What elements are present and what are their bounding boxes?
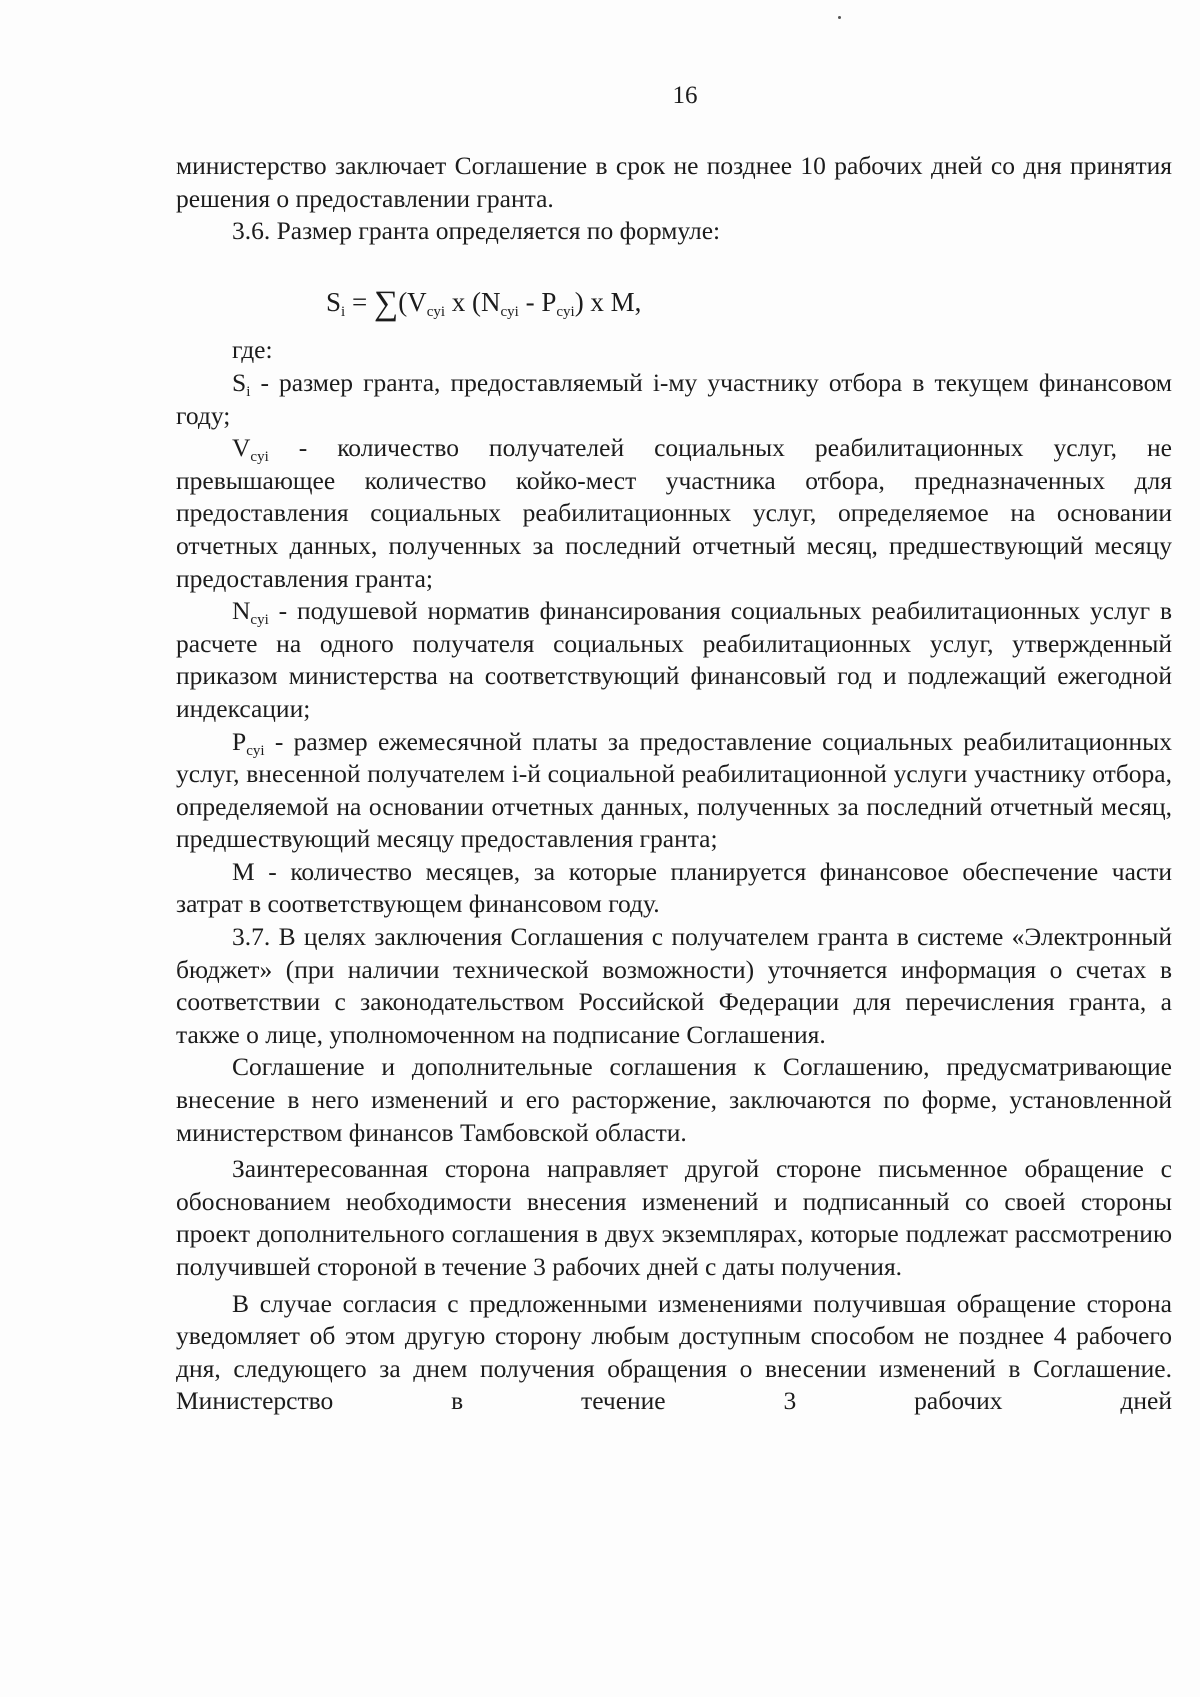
definition-v <box>176 432 1172 595</box>
def-p-symbol: P <box>232 726 247 756</box>
page-content <box>176 150 1172 1418</box>
grant-formula <box>176 286 1172 321</box>
scan-dot <box>838 16 841 19</box>
paragraph-3-6: 3.6. Размер гранта определяется по формуле: <box>232 216 721 246</box>
definition-p <box>176 726 1172 856</box>
sum-symbol: ∑ <box>373 284 399 322</box>
paragraph-agreement-form: Соглашение и дополнительные соглашения к Соглашению, предусматривающие внесение в него изменений и его расторжение, заключаются по форме, установленной министерством финансов Тамбовской области. <box>176 1052 1172 1147</box>
paragraph-consent: В случае согласия с предложенными изменениями получившая обращение сторона уведомляет об этом другую сторону любым доступным способом не позднее 4 рабочего дня, следующего за днем получения обращения о внесении изменений в Соглашение. Министерство в течение 3 рабочих дней <box>176 1288 1172 1416</box>
formula-v: (V <box>398 286 427 317</box>
def-s-symbol: S <box>232 367 247 397</box>
definition-n <box>176 595 1172 725</box>
formula-n: x (N <box>445 286 501 317</box>
formula-equals: = <box>345 286 374 317</box>
def-s-text: - размер гранта, предоставляемый i-му участнику отбора в текущем финансовом году; <box>176 367 1172 430</box>
formula-n-sub: cyi <box>500 303 519 320</box>
formula-p-sub: cyi <box>556 303 575 320</box>
def-v-sub: cyi <box>250 449 269 466</box>
def-p-sub: cyi <box>246 742 265 759</box>
formula-m: ) x M, <box>574 286 642 317</box>
def-n-symbol: N <box>232 596 251 626</box>
definition-m: М - количество месяцев, за которые планируется финансовое обеспечение части затрат в соответствующем финансовом году. <box>176 856 1172 919</box>
formula-s: S <box>326 286 342 317</box>
def-n-text: - подушевой норматив финансирования социальных реабилитационных услуг в расчете на одного получателя социальных реабилитационных услуг, утвержденный приказом министерства на соответствующий финансовый год и подлежащий ежегодной индексации; <box>176 596 1172 723</box>
where-label: где: <box>232 335 273 365</box>
formula-p: - P <box>518 286 557 317</box>
def-p-text: - размер ежемесячной платы за предоставление социальных реабилитационных услуг, внесенной получателем i-й социальной реабилитационной услуги участнику отбора, определяемой на основании отчетных данных, полученных за последний отчетный месяц, предшествующий месяцу предоставления гранта; <box>176 726 1172 854</box>
def-v-text: - количество получателей социальных реабилитационных услуг, не превышающее количество койко-мест участника отбора, предназначенных для предоставления социальных реабилитационных услуг, определяемое на основании отчетных данных, полученных за последний отчетный месяц, предшествующий месяцу предоставления гранта; <box>176 433 1172 593</box>
def-n-sub: cyi <box>250 612 269 629</box>
paragraph-3-7: 3.7. В целях заключения Соглашения с получателем гранта в системе «Электронный бюджет» (при наличии технической возможности) уточняется информация о счетах в соответствии с законодательством Российской Федерации для перечисления гранта, а также о лице, уполномоченном на подписание Соглашения. <box>176 922 1172 1049</box>
def-v-symbol: V <box>232 433 251 463</box>
def-s-sub: i <box>246 383 251 400</box>
formula-v-sub: cyi <box>426 303 446 320</box>
paragraph-interested-party: Заинтересованная сторона направляет другой стороне письменное обращение с обоснованием необходимости внесения изменений и подписанный со своей стороны проект дополнительного соглашения в двух экземплярах, которые подлежат рассмотрению получившей стороной в течение 3 рабочих дней с даты получения. <box>176 1154 1172 1281</box>
page-number: 16 <box>672 82 698 109</box>
formula-s-sub: i <box>341 303 346 320</box>
definition-s <box>176 367 1172 432</box>
paragraph-continuation: министерство заключает Соглашение в срок не позднее 10 рабочих дней со дня принятия решения о предоставлении гранта. <box>176 151 1172 213</box>
